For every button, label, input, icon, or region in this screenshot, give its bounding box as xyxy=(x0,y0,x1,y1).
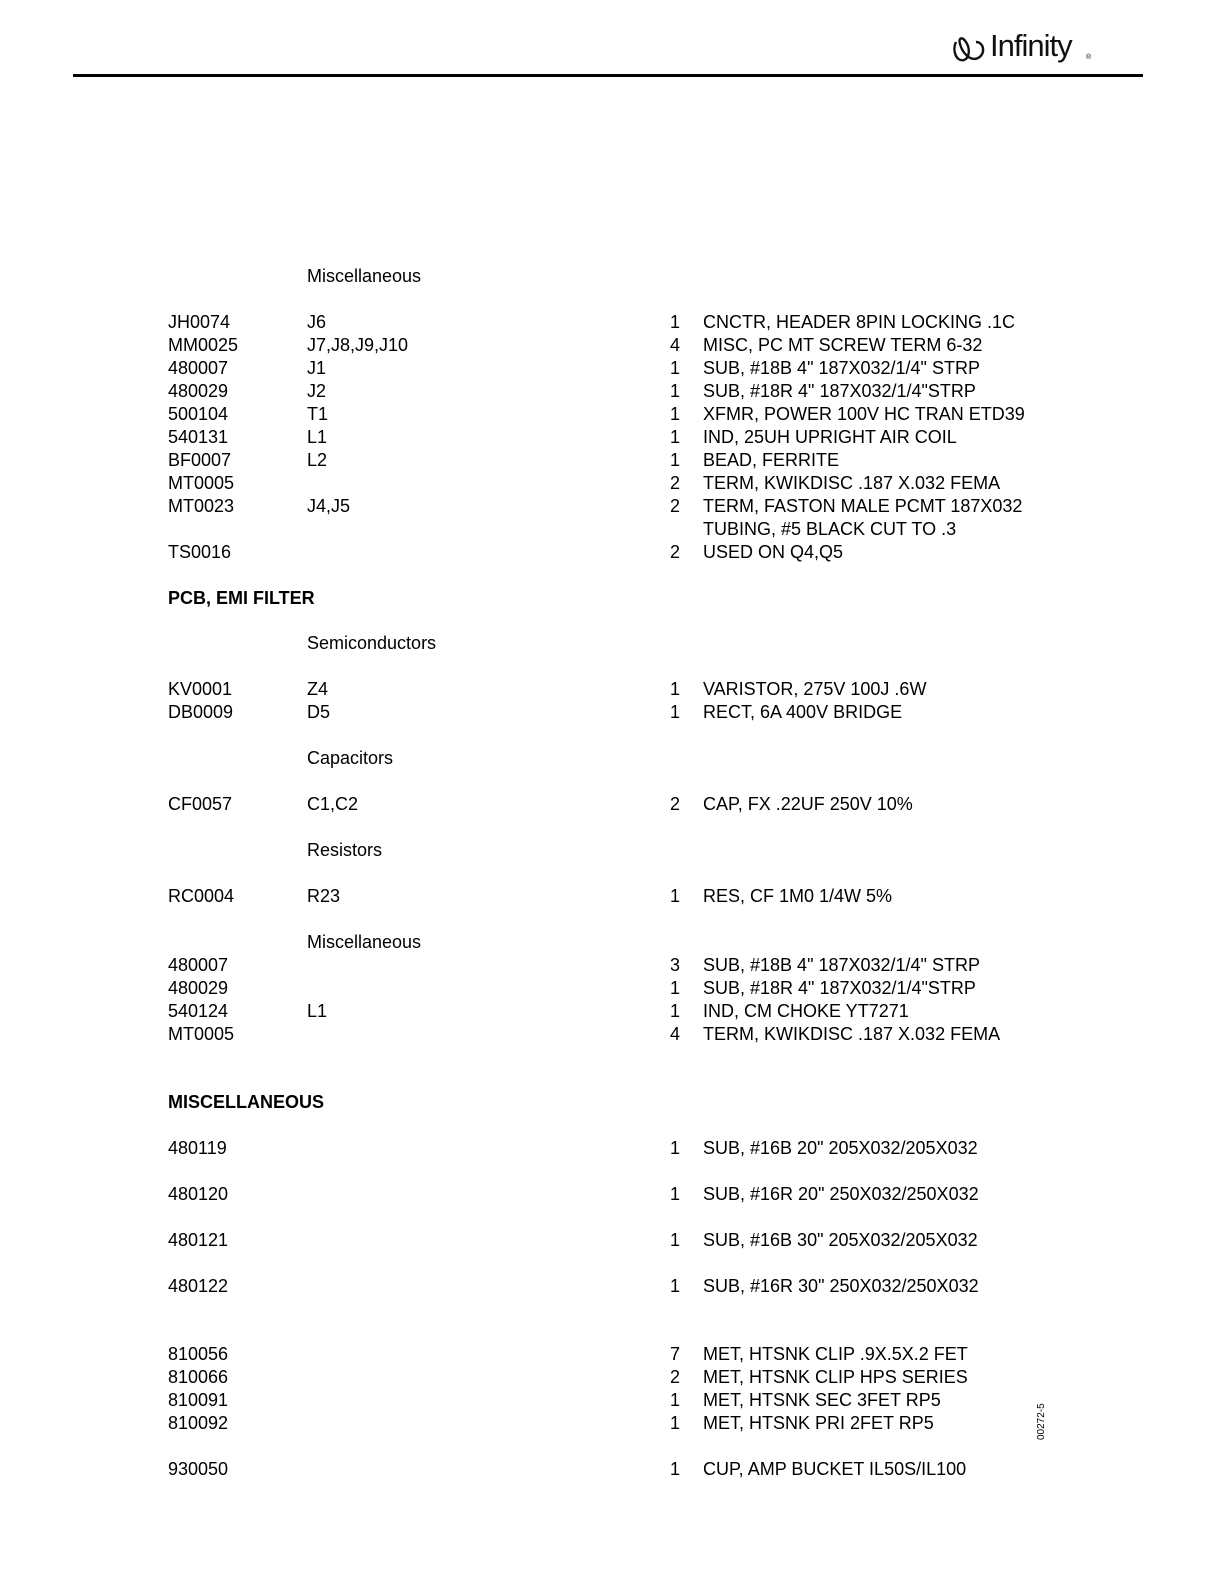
table-row xyxy=(0,541,1224,564)
table-row xyxy=(0,380,1224,403)
description: BEAD, FERRITE xyxy=(703,450,840,470)
quantity: 1 xyxy=(670,1390,681,1410)
quantity: 2 xyxy=(670,1367,681,1387)
table-row xyxy=(0,1183,1224,1206)
reference-designator: L2 xyxy=(307,450,328,470)
subsection-heading: Resistors xyxy=(307,840,383,860)
table-row xyxy=(0,1000,1224,1023)
reference-designator: J6 xyxy=(307,312,327,332)
table-row xyxy=(0,1137,1224,1160)
part-number: 480007 xyxy=(168,955,229,975)
reference-designator: T1 xyxy=(307,404,329,424)
brand-name: Infinity xyxy=(990,28,1072,63)
quantity: 3 xyxy=(670,955,681,975)
part-number: MT0023 xyxy=(168,496,235,516)
table-row xyxy=(0,495,1224,518)
part-number: MT0005 xyxy=(168,473,235,493)
part-number: MM0025 xyxy=(168,335,239,355)
reference-designator: J1 xyxy=(307,358,327,378)
quantity: 1 xyxy=(670,381,681,401)
description: TERM, KWIKDISC .187 X.032 FEMA xyxy=(703,473,1001,493)
table-row xyxy=(0,793,1224,816)
reference-designator: L1 xyxy=(307,427,328,447)
description: MET, HTSNK CLIP HPS SERIES xyxy=(703,1367,968,1387)
table-row xyxy=(0,1275,1224,1298)
description: IND, CM CHOKE YT7271 xyxy=(703,1001,909,1021)
quantity: 1 xyxy=(670,1184,681,1204)
quantity: 2 xyxy=(670,496,681,516)
reference-designator: J2 xyxy=(307,381,327,401)
quantity: 2 xyxy=(670,542,681,562)
part-number: TS0016 xyxy=(168,542,232,562)
description: MISC, PC MT SCREW TERM 6-32 xyxy=(703,335,983,355)
subsection-heading: Semiconductors xyxy=(307,633,437,653)
reference-designator: R23 xyxy=(307,886,341,906)
part-number: RC0004 xyxy=(168,886,235,906)
quantity: 4 xyxy=(670,335,681,355)
table-row xyxy=(0,885,1224,908)
table-row xyxy=(0,334,1224,357)
quantity: 4 xyxy=(670,1024,681,1044)
reference-designator: C1,C2 xyxy=(307,794,359,814)
part-number: 540124 xyxy=(168,1001,229,1021)
description: XFMR, POWER 100V HC TRAN ETD39 xyxy=(703,404,1025,424)
part-number: BF0007 xyxy=(168,450,232,470)
quantity: 1 xyxy=(670,427,681,447)
description: SUB, #16B 30" 205X032/205X032 xyxy=(703,1230,978,1250)
description: SUB, #18R 4" 187X032/1/4"STRP xyxy=(703,978,976,998)
description: CUP, AMP BUCKET IL50S/IL100 xyxy=(703,1459,967,1479)
description: SUB, #18R 4" 187X032/1/4"STRP xyxy=(703,381,976,401)
part-number: MT0005 xyxy=(168,1024,235,1044)
quantity: 1 xyxy=(670,1230,681,1250)
description: MET, HTSNK PRI 2FET RP5 xyxy=(703,1413,934,1433)
description: VARISTOR, 275V 100J .6W xyxy=(703,679,927,699)
quantity: 1 xyxy=(670,1001,681,1021)
table-row xyxy=(0,1229,1224,1252)
table-row xyxy=(0,311,1224,334)
part-number: 480029 xyxy=(168,978,229,998)
description: TERM, FASTON MALE PCMT 187X032 xyxy=(703,496,1023,516)
description: MET, HTSNK CLIP .9X.5X.2 FET xyxy=(703,1344,968,1364)
document-code: 00272-5 xyxy=(1036,1403,1047,1440)
description: SUB, #18B 4" 187X032/1/4" STRP xyxy=(703,358,980,378)
registered-mark: ® xyxy=(1086,54,1092,61)
part-number: KV0001 xyxy=(168,679,233,699)
description: CAP, FX .22UF 250V 10% xyxy=(703,794,913,814)
quantity: 1 xyxy=(670,978,681,998)
part-number: 810091 xyxy=(168,1390,229,1410)
quantity: 2 xyxy=(670,473,681,493)
description: SUB, #18B 4" 187X032/1/4" STRP xyxy=(703,955,980,975)
reference-designator: Z4 xyxy=(307,679,329,699)
table-row xyxy=(0,518,1224,541)
description: SUB, #16R 30" 250X032/250X032 xyxy=(703,1276,979,1296)
part-number: 540131 xyxy=(168,427,229,447)
table-row xyxy=(0,426,1224,449)
reference-designator: J4,J5 xyxy=(307,496,351,516)
part-number: 480007 xyxy=(168,358,229,378)
part-number: CF0057 xyxy=(168,794,233,814)
part-number: JH0074 xyxy=(168,312,231,332)
description: USED ON Q4,Q5 xyxy=(703,542,844,562)
description: TUBING, #5 BLACK CUT TO .3 xyxy=(703,519,957,539)
quantity: 1 xyxy=(670,886,681,906)
reference-designator: J7,J8,J9,J10 xyxy=(307,335,409,355)
reference-designator: D5 xyxy=(307,702,331,722)
table-row xyxy=(0,1458,1224,1481)
quantity: 2 xyxy=(670,794,681,814)
part-number: 810092 xyxy=(168,1413,229,1433)
table-row xyxy=(0,403,1224,426)
quantity: 1 xyxy=(670,404,681,424)
part-number: 480121 xyxy=(168,1230,229,1250)
table-row xyxy=(0,678,1224,701)
part-number: 810066 xyxy=(168,1367,229,1387)
description: CNCTR, HEADER 8PIN LOCKING .1C xyxy=(703,312,1016,332)
subsection-heading: Miscellaneous xyxy=(307,932,422,952)
table-row xyxy=(0,701,1224,724)
part-number: 480119 xyxy=(168,1138,227,1158)
quantity: 1 xyxy=(670,1413,681,1433)
table-row xyxy=(0,1023,1224,1046)
description: SUB, #16B 20" 205X032/205X032 xyxy=(703,1138,978,1158)
subsection-heading: Capacitors xyxy=(307,748,394,768)
quantity: 1 xyxy=(670,1459,681,1479)
description: RES, CF 1M0 1/4W 5% xyxy=(703,886,893,906)
table-row xyxy=(0,357,1224,380)
table-row xyxy=(0,449,1224,472)
reference-designator: L1 xyxy=(307,1001,328,1021)
section-heading: PCB, EMI FILTER xyxy=(168,588,315,608)
subsection-heading: Miscellaneous xyxy=(307,266,422,286)
quantity: 1 xyxy=(670,1276,681,1296)
part-number: 930050 xyxy=(168,1459,229,1479)
part-number: 480122 xyxy=(168,1276,229,1296)
table-row xyxy=(0,1366,1224,1389)
table-row xyxy=(0,1343,1224,1366)
part-number: DB0009 xyxy=(168,702,234,722)
part-number: 480120 xyxy=(168,1184,229,1204)
section-heading: MISCELLANEOUS xyxy=(168,1092,325,1112)
table-row xyxy=(0,977,1224,1000)
quantity: 7 xyxy=(670,1344,681,1364)
quantity: 1 xyxy=(670,450,681,470)
description: RECT, 6A 400V BRIDGE xyxy=(703,702,903,722)
description: SUB, #16R 20" 250X032/250X032 xyxy=(703,1184,979,1204)
quantity: 1 xyxy=(670,702,681,722)
part-number: 480029 xyxy=(168,381,229,401)
description: MET, HTSNK SEC 3FET RP5 xyxy=(703,1390,941,1410)
quantity: 1 xyxy=(670,679,681,699)
description: TERM, KWIKDISC .187 X.032 FEMA xyxy=(703,1024,1001,1044)
quantity: 1 xyxy=(670,1138,681,1158)
table-row xyxy=(0,954,1224,977)
quantity: 1 xyxy=(670,312,681,332)
table-row xyxy=(0,472,1224,495)
description: IND, 25UH UPRIGHT AIR COIL xyxy=(703,427,957,447)
part-number: 810056 xyxy=(168,1344,229,1364)
part-number: 500104 xyxy=(168,404,229,424)
quantity: 1 xyxy=(670,358,681,378)
